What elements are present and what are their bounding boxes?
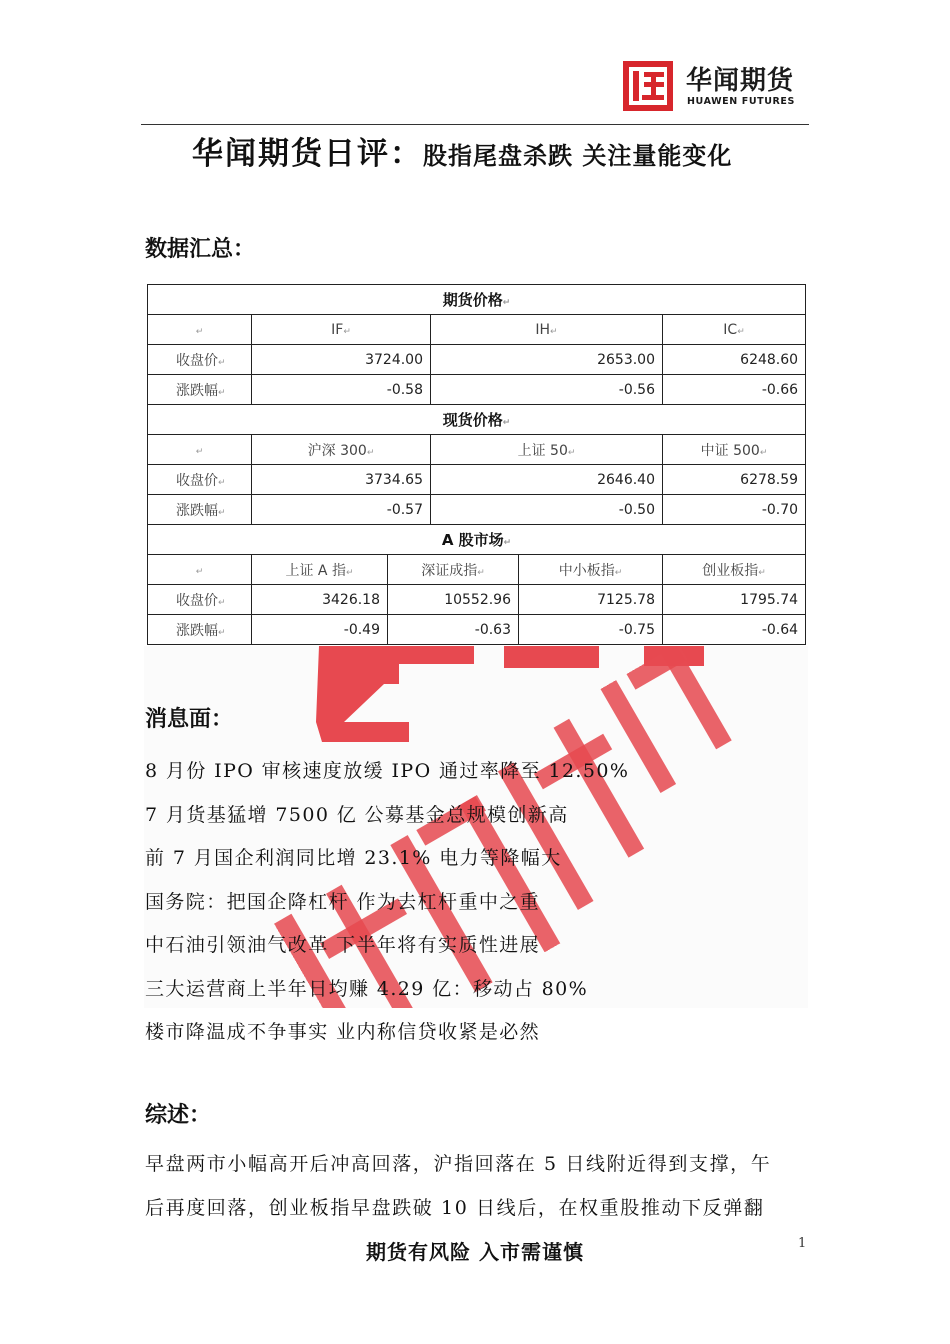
page-title-subtitle: 股指尾盘杀跌 关注量能变化: [423, 142, 733, 170]
summary-paragraph: [145, 1142, 809, 1230]
risk-disclaimer: 期货有风险 入市需谨慎: [366, 1240, 584, 1264]
column-header-sz-component: 深证成指↵: [388, 555, 519, 585]
futures-close-ic: 6248.60: [663, 345, 806, 375]
a-share-header: A 股市场↵: [148, 525, 806, 555]
column-header-ih: IH↵: [431, 315, 663, 345]
futures-price-header: 期货价格↵: [148, 285, 806, 315]
summary-line: 早盘两市小幅高开后冲高回落，沪指回落在 5 日线附近得到支撑，午: [145, 1153, 772, 1175]
news-item: 8 月份 IPO 审核速度放缓 IPO 通过率降至 12.50%: [145, 760, 630, 782]
column-header-ic: IC↵: [663, 315, 806, 345]
logo-chinese-name: 华闻期货: [686, 66, 795, 96]
futures-close-if: 3724.00: [252, 345, 431, 375]
ashare-change-sh-a: -0.49: [252, 615, 388, 645]
news-item: 中石油引领油气改革 下半年将有实质性进展: [145, 934, 541, 956]
news-item: 国务院：把国企降杠杆 作为去杠杆重中之重: [145, 890, 541, 913]
ashare-change-sme: -0.75: [519, 615, 663, 645]
row-label-change: 涨跌幅↵: [148, 375, 252, 405]
spot-close-zz500: 6278.59: [663, 465, 806, 495]
row-label-change: 涨跌幅↵: [148, 615, 252, 645]
column-header-sme: 中小板指↵: [519, 555, 663, 585]
market-data-table: [147, 284, 806, 645]
row-label-close: 收盘价↵: [148, 345, 252, 375]
futures-change-if: -0.58: [252, 375, 431, 405]
news-item: 三大运营商上半年日均赚 4.29 亿：移动占 80%: [145, 977, 589, 1000]
row-label-change: 涨跌幅↵: [148, 495, 252, 525]
ashare-change-sz-component: -0.63: [388, 615, 519, 645]
news-item: 7 月货基猛增 7500 亿 公募基金总规模创新高: [145, 803, 569, 826]
section-heading-news: 消息面：: [145, 706, 234, 732]
column-header-zz500: 中证 500↵: [663, 435, 806, 465]
header-divider: [141, 124, 809, 125]
spot-price-header: 现货价格↵: [148, 405, 806, 435]
logo-english-name: HUAWEN FUTURES: [687, 96, 795, 107]
news-item: 楼市降温成不争事实 业内称信贷收紧是必然: [145, 1021, 541, 1043]
table-corner-cell: ↵: [148, 315, 252, 345]
column-header-sh-a: 上证 A 指↵: [252, 555, 388, 585]
page-number: 1: [798, 1236, 807, 1251]
row-label-close: 收盘价↵: [148, 585, 252, 615]
ashare-change-chinext: -0.64: [663, 615, 806, 645]
page-title-main: 华闻期货日评：: [192, 136, 423, 172]
news-item: 前 7 月国企利润同比增 23.1% 电力等降幅大: [145, 847, 562, 869]
company-logo: [620, 58, 810, 114]
table-corner-cell: ↵: [148, 555, 252, 585]
column-header-sz50: 上证 50↵: [431, 435, 663, 465]
ashare-close-chinext: 1795.74: [663, 585, 806, 615]
spot-close-sz50: 2646.40: [431, 465, 663, 495]
section-heading-summary: 综述：: [145, 1102, 212, 1128]
news-list: [145, 750, 629, 1055]
huawen-logo-icon: [620, 58, 676, 114]
column-header-hs300: 沪深 300↵: [252, 435, 431, 465]
futures-change-ih: -0.56: [431, 375, 663, 405]
futures-change-ic: -0.66: [663, 375, 806, 405]
section-heading-data: 数据汇总：: [145, 236, 256, 262]
row-label-close: 收盘价↵: [148, 465, 252, 495]
spot-change-hs300: -0.57: [252, 495, 431, 525]
summary-line: 后再度回落，创业板指早盘跌破 10 日线后，在权重股推动下反弹翻: [145, 1197, 765, 1219]
spot-change-zz500: -0.70: [663, 495, 806, 525]
ashare-close-sz-component: 10552.96: [388, 585, 519, 615]
spot-close-hs300: 3734.65: [252, 465, 431, 495]
spot-change-sz50: -0.50: [431, 495, 663, 525]
page-title: [192, 128, 732, 173]
column-header-if: IF↵: [252, 315, 431, 345]
ashare-close-sh-a: 3426.18: [252, 585, 388, 615]
column-header-chinext: 创业板指↵: [663, 555, 806, 585]
futures-close-ih: 2653.00: [431, 345, 663, 375]
table-corner-cell: ↵: [148, 435, 252, 465]
ashare-close-sme: 7125.78: [519, 585, 663, 615]
